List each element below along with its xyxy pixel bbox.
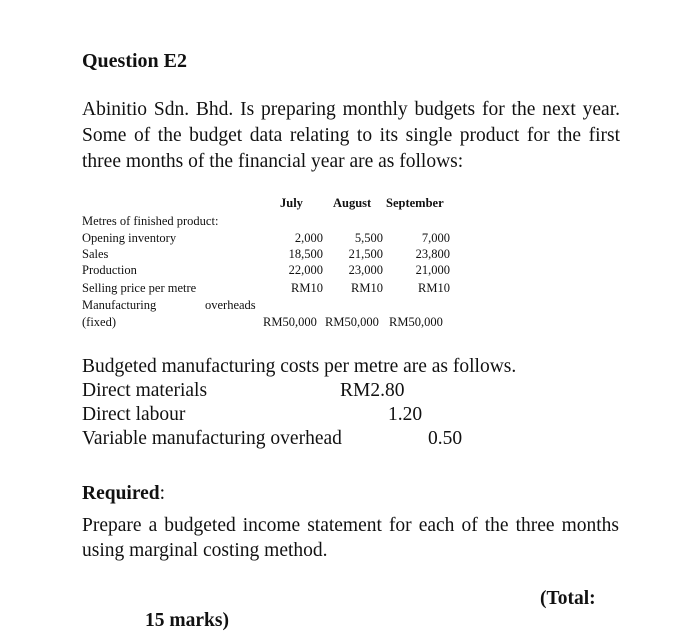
task-text: Prepare a budgeted income statement for each of the three months using marginal costing method.: [82, 515, 619, 561]
cell-value: RM10: [291, 281, 323, 295]
cell-value: 5,500: [354, 231, 383, 245]
row-label: Production: [82, 263, 137, 277]
cost-value: 1.20: [388, 404, 423, 425]
row-label: Sales: [82, 247, 109, 261]
intro-paragraph: Abinitio Sdn. Bhd. Is preparing monthly budgets for the next year. Some of the budget data relating to its single product for the first three months of the financial year are as follows:: [82, 99, 620, 172]
cell-value: 18,500: [288, 247, 323, 261]
cell-value: 23,000: [348, 263, 383, 277]
row-label: Selling price per metre: [82, 281, 197, 295]
cell-value: RM10: [351, 281, 383, 295]
cell-value: RM50,000: [325, 315, 379, 329]
cell-value: RM50,000: [389, 315, 443, 329]
overheads-label-part1: Manufacturing: [82, 298, 157, 312]
question-title: Question E2: [82, 50, 188, 72]
cost-label: Variable manufacturing overhead: [82, 428, 342, 449]
cell-value: RM10: [418, 281, 450, 295]
cost-label: Direct labour: [82, 404, 186, 425]
overheads-label-part2: overheads: [205, 298, 256, 312]
cell-value: 21,500: [348, 247, 383, 261]
cost-value: 0.50: [428, 428, 463, 449]
overheads-label-part3: (fixed): [82, 315, 117, 329]
section-label: Metres of finished product:: [82, 214, 219, 228]
row-label: Opening inventory: [82, 231, 177, 245]
cost-heading: Budgeted manufacturing costs per metre are as follows.: [82, 356, 517, 377]
required-label: Required: [82, 483, 160, 504]
cell-value: 22,000: [288, 263, 323, 277]
required-heading: [82, 483, 165, 505]
marks-label: 15 marks): [145, 610, 229, 631]
cell-value: RM50,000: [263, 315, 317, 329]
cost-label: Direct materials: [82, 380, 208, 401]
cell-value: 2,000: [294, 231, 323, 245]
cell-value: 7,000: [421, 231, 450, 245]
cell-value: 23,800: [415, 247, 450, 261]
col-header-august: August: [333, 196, 372, 210]
total-label: (Total:: [540, 588, 596, 609]
required-colon: :: [159, 483, 166, 504]
cost-value: RM2.80: [340, 380, 405, 401]
col-header-september: September: [386, 196, 444, 210]
cell-value: 21,000: [415, 263, 450, 277]
col-header-july: July: [280, 196, 303, 210]
